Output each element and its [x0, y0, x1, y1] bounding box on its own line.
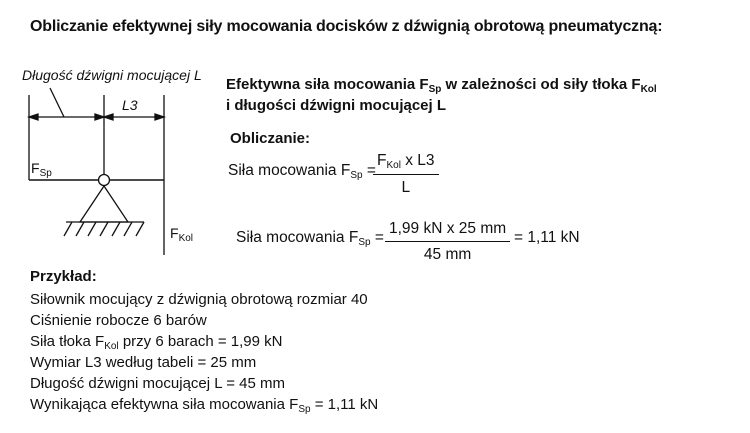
arrow-l3-left: [104, 114, 113, 120]
fkol-label: $F_{Kol}$: [170, 225, 194, 244]
example-line-2: Ciśnienie robocze 6 barów: [30, 312, 207, 329]
ground-hatching: [64, 222, 144, 236]
example-line-3: Siła tłoka $F_{Kol}$ przy 6 barach = 1,99 kN: [30, 333, 283, 352]
example-line-5: Długość dźwigni mocującej L = 45 mm: [30, 375, 285, 392]
example-line-6: Wynikająca efektywna siła mocowania $F_{Sp} = 1,11$ kN: [30, 396, 379, 415]
example-line-4: Wymiar L3 według tabeli = 25 mm: [30, 354, 257, 371]
leader-line-l: [50, 88, 64, 117]
support-triangle: [80, 186, 128, 222]
arrow-l-right: [155, 114, 164, 120]
example-formula-left: Siła mocowania $F_{Sp}$ =: [236, 229, 384, 248]
example-line-1: Siłownik mocujący z dźwignią obrotową rozmiar 40: [30, 291, 368, 308]
pivot-circle: [99, 175, 110, 186]
page-title: Obliczanie efektywnej siły mocowania docisków z dźwignią obrotową pneumatyczną:: [30, 18, 663, 35]
formula-denominator: L: [401, 179, 411, 196]
example-numerator: 1,99 kN x 25 mm: [385, 220, 510, 242]
calc-label: Obliczanie:: [230, 130, 311, 147]
arrow-l-left: [29, 114, 38, 120]
formula-numerator: $F_{Kol}$ x L3: [373, 152, 439, 175]
example-label: Przykład:: [30, 268, 97, 285]
fsp-label: $F_{Sp}$: [31, 160, 52, 179]
lever-diagram: [0, 55, 220, 255]
formula-left: Siła mocowania $F_{Sp}$ =: [228, 162, 376, 181]
heading-line-1: Efektywna siła mocowania $F_{Sp}$ w zależności od siły tłoka $F_{Kol}$: [226, 76, 657, 95]
heading-line-2: i długości dźwigni mocującej L: [226, 97, 447, 114]
formula-fraction: [373, 152, 439, 197]
example-fraction: [385, 220, 510, 264]
example-result: = 1,11 kN: [514, 229, 580, 246]
lever-length-label: Długość dźwigni mocującej L: [22, 67, 202, 83]
example-denominator: 45 mm: [423, 246, 472, 263]
l3-label: L3: [122, 97, 138, 113]
